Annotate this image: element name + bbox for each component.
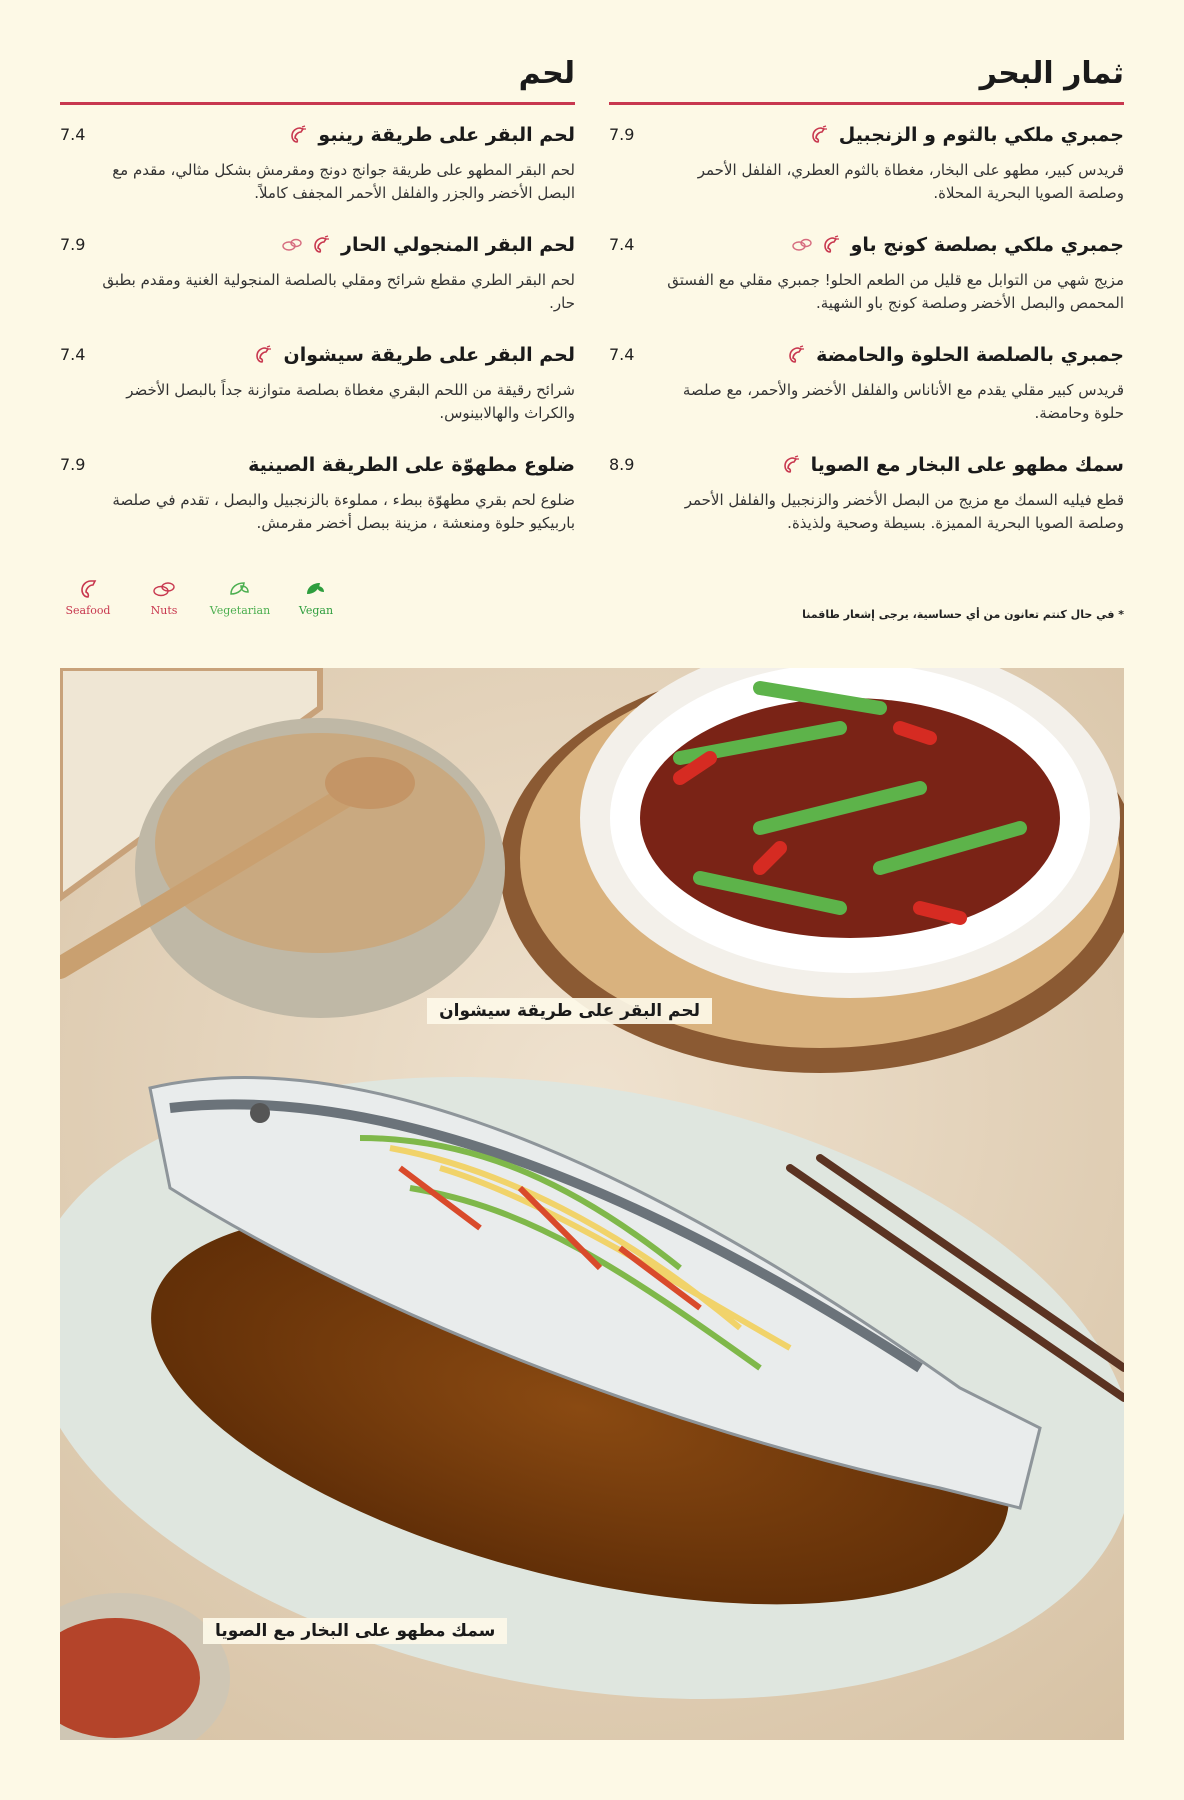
item-price: 7.9 <box>60 455 86 474</box>
chili-icon <box>286 125 308 145</box>
vegan-leaf-icon <box>303 578 329 600</box>
item-price: 7.4 <box>60 345 86 364</box>
item-description: لحم البقر المطهو على طريقة جوانج دونج ومقرمش بشكل مثالي، مقدم مع البصل الأخضر والجزر والفلفل الأحمر المجفف كاملاً. <box>112 161 575 202</box>
item-price: 7.9 <box>60 235 86 254</box>
legend-label: Vegan <box>298 604 334 617</box>
item-name: ضلوع مطهوّة على الطريقة الصينية <box>248 454 575 476</box>
seafood-icon <box>784 345 806 365</box>
vegetarian-leaf-icon <box>227 578 253 600</box>
photo-caption-beef: لحم البقر على طريقة سيشوان <box>427 998 712 1024</box>
item-description: لحم البقر الطري مقطع شرائح ومقلي بالصلصة المنجولية الغنية ومقدم بطبق حار. <box>102 271 575 312</box>
meat-section <box>60 52 575 557</box>
photo-caption-fish: سمك مطهو على البخار مع الصويا <box>203 1618 507 1644</box>
seafood-title: ثمار البحر <box>609 52 1124 105</box>
item-price: 7.4 <box>609 235 635 254</box>
legend-label: Seafood <box>65 604 111 617</box>
seafood-section <box>609 52 1124 557</box>
item-name: جمبري ملكي بالثوم و الزنجبيل <box>838 124 1124 146</box>
menu-item[interactable] <box>609 117 1124 227</box>
legend <box>60 578 344 617</box>
item-description: مزيج شهي من التوابل مع قليل من الطعم الحلو! جمبري مقلي مع الفستق المحمص والبصل الأخضر وصلصة كونج باو الشهية. <box>667 271 1124 312</box>
meat-title: لحم <box>60 52 575 105</box>
item-price: 8.9 <box>609 455 635 474</box>
menu-item[interactable] <box>609 447 1124 557</box>
item-price: 7.4 <box>60 125 86 144</box>
item-name: سمك مطهو على البخار مع الصويا <box>810 454 1124 476</box>
menu-item[interactable] <box>609 227 1124 337</box>
nuts-icon <box>151 578 177 600</box>
item-name: جمبري ملكي بصلصة كونج باو <box>850 234 1124 256</box>
allergy-note: * في حال كنتم تعانون من أي حساسية، يرجى إشعار طاقمنا <box>802 608 1124 621</box>
item-description: قريدس كبير مقلي يقدم مع الأناناس والفلفل الأخضر والأحمر، مع صلصة حلوة وحامضة. <box>682 381 1124 422</box>
item-description: قريدس كبير، مطهو على البخار، مغطاة بالثوم العطري، الفلفل الأحمر وصلصة الصويا البحرية المحلاة. <box>697 161 1124 202</box>
legend-vegetarian <box>209 578 271 617</box>
menu-item[interactable] <box>609 337 1124 447</box>
item-name: لحم البقر على طريقة رينبو <box>318 124 575 146</box>
nuts-icon <box>791 235 813 255</box>
legend-label: Vegetarian <box>209 604 271 617</box>
food-photo <box>60 668 1124 1740</box>
seafood-icon <box>819 235 841 255</box>
food-photo-illustration <box>60 668 1124 1740</box>
item-name: لحم البقر على طريقة سيشوان <box>283 344 575 366</box>
seafood-icon <box>779 455 801 475</box>
seafood-icon <box>807 125 829 145</box>
chili-icon <box>251 345 273 365</box>
item-price: 7.9 <box>609 125 635 144</box>
item-description: شرائح رقيقة من اللحم البقري مغطاة بصلصة متوازنة جداً بالبصل الأخضر والكراث والهالابينوس. <box>126 381 575 422</box>
item-name: لحم البقر المنجولي الحار <box>341 234 575 256</box>
item-name: جمبري بالصلصة الحلوة والحامضة <box>816 344 1124 366</box>
chili-icon <box>309 235 331 255</box>
menu-item[interactable] <box>60 337 575 447</box>
menu-item[interactable] <box>60 447 575 557</box>
item-description: ضلوع لحم بقري مطهوّة ببطء ، مملوءة بالزنجبيل والبصل ، تقدم في صلصة باربيكيو حلوة ومنعشة ، مزينة ببصل أخضر مقرمش. <box>112 491 575 532</box>
legend-nuts <box>136 578 192 617</box>
item-price: 7.4 <box>609 345 635 364</box>
menu-item[interactable] <box>60 117 575 227</box>
nuts-icon <box>281 235 303 255</box>
menu-item[interactable] <box>60 227 575 337</box>
legend-label: Nuts <box>150 604 178 617</box>
item-description: قطع فيليه السمك مع مزيج من البصل الأخضر والزنجبيل والفلفل الأحمر وصلصة الصويا البحرية المميزة. بسيطة وصحية ولذيذة. <box>684 491 1124 532</box>
legend-seafood <box>60 578 116 617</box>
seafood-icon <box>75 578 101 600</box>
legend-vegan <box>288 578 344 617</box>
